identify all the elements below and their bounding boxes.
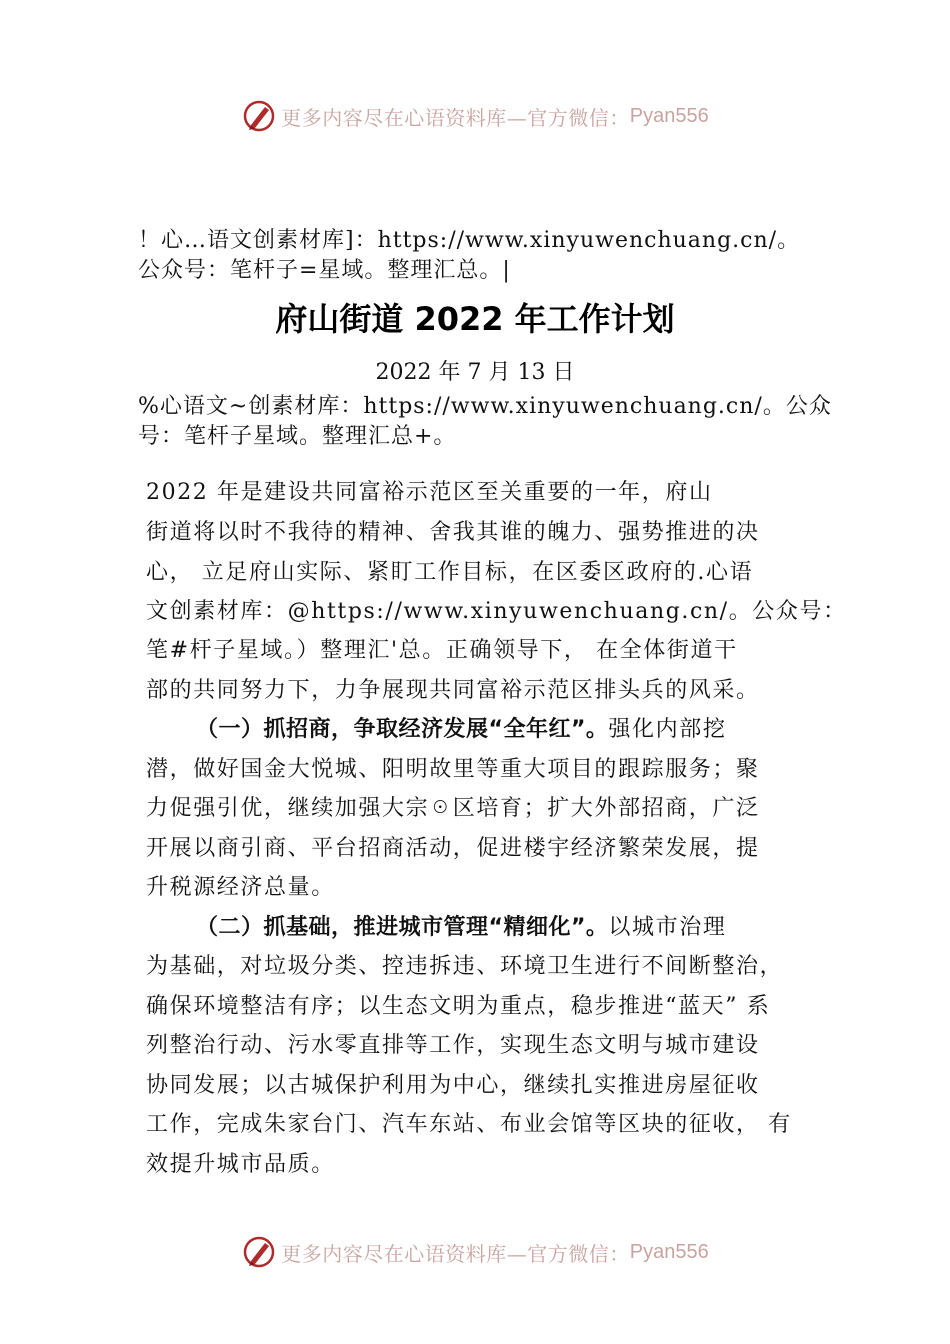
- watermark-bottom: [0, 1232, 950, 1272]
- section-1-line: 力促强引优，继续加强大宗☉区培育；扩大外部招商，广泛: [146, 796, 760, 821]
- intro-line: 街道将以时不我待的精神、舍我其谁的魄力、强势推进的决: [146, 520, 760, 545]
- intro-line: 笔#杆子星域。）整理汇'总。正确领导下， 在全体街道干: [146, 638, 738, 663]
- intro-line: 部的共同努力下，力争展现共同富裕示范区排头兵的风采。: [146, 678, 760, 703]
- watermark-id: Pyan556: [629, 104, 709, 127]
- section-1-first-rest: 强化内部挖: [608, 717, 727, 742]
- watermark-text: 更多内容尽在心语资料库—官方微信：: [281, 1241, 630, 1266]
- watermark-top: [0, 96, 950, 136]
- section-2-line: 效提升城市品质。: [146, 1152, 335, 1177]
- page-title: 府山街道 2022 年工作计划: [275, 300, 675, 338]
- section-2-first-rest: 以城市治理: [608, 915, 727, 940]
- section-2-line: 为基础，对垃圾分类、控违拆违、环境卫生进行不间断整治，: [146, 954, 784, 979]
- section-1-heading: （一）抓招商，争取经济发展“全年红”。: [196, 717, 609, 742]
- section-1-line: 潜，做好国金大悦城、阳明故里等重大项目的跟踪服务；聚: [146, 757, 760, 782]
- section-1-line: 升税源经济总量。: [146, 875, 335, 900]
- pen-logo-icon: [241, 1234, 277, 1270]
- intro-line: 文创素材库：@https://www.xinyuwenchuang.cn/。公众号：: [146, 599, 847, 624]
- section-2-line: 确保环境整洁有序；以生态文明为重点，稳步推进“蓝天” 系: [146, 994, 771, 1019]
- section-2-line: 列整治行动、污水零直排等工作，实现生态文明与城市建设: [146, 1033, 760, 1058]
- watermark-text: 更多内容尽在心语资料库—官方微信：: [281, 105, 630, 130]
- watermark-id: Pyan556: [629, 1240, 709, 1263]
- intro-line: 2022 年是建设共同富裕示范区至关重要的一年，府山: [146, 480, 713, 505]
- section-2-first-line: [196, 913, 726, 943]
- section-2-line: 协同发展；以古城保护利用为中心，继续扎实推进房屋征收: [146, 1073, 760, 1098]
- section-2-heading: （二）抓基础，推进城市管理“精细化”。: [196, 915, 609, 940]
- note-line-1: %心语文~创素材库：https://www.xinyuwenchuang.cn/。公众: [138, 394, 832, 419]
- section-2-line: 工作，完成朱家台门、汽车东站、布业会馆等区块的征收， 有: [146, 1112, 792, 1137]
- section-1-line: 开展以商引商、平台招商活动，促进楼宇经济繁荣发展，提: [146, 836, 760, 861]
- header-line-1: ！心…语文创素材库]：https://www.xinyuwenchuang.cn/。: [138, 228, 801, 253]
- date-line: 2022 年 7 月 13 日: [375, 360, 575, 385]
- note-line-2: 号：笔杆子星域。整理汇总+。: [138, 424, 457, 449]
- section-1-first-line: [196, 715, 726, 745]
- intro-line: 心， 立足府山实际、紧盯工作目标，在区委区政府的.心语: [146, 560, 754, 585]
- header-line-2: 公众号：笔杆子=星域。整理汇总。|: [138, 258, 511, 283]
- pen-logo-icon: [241, 98, 277, 134]
